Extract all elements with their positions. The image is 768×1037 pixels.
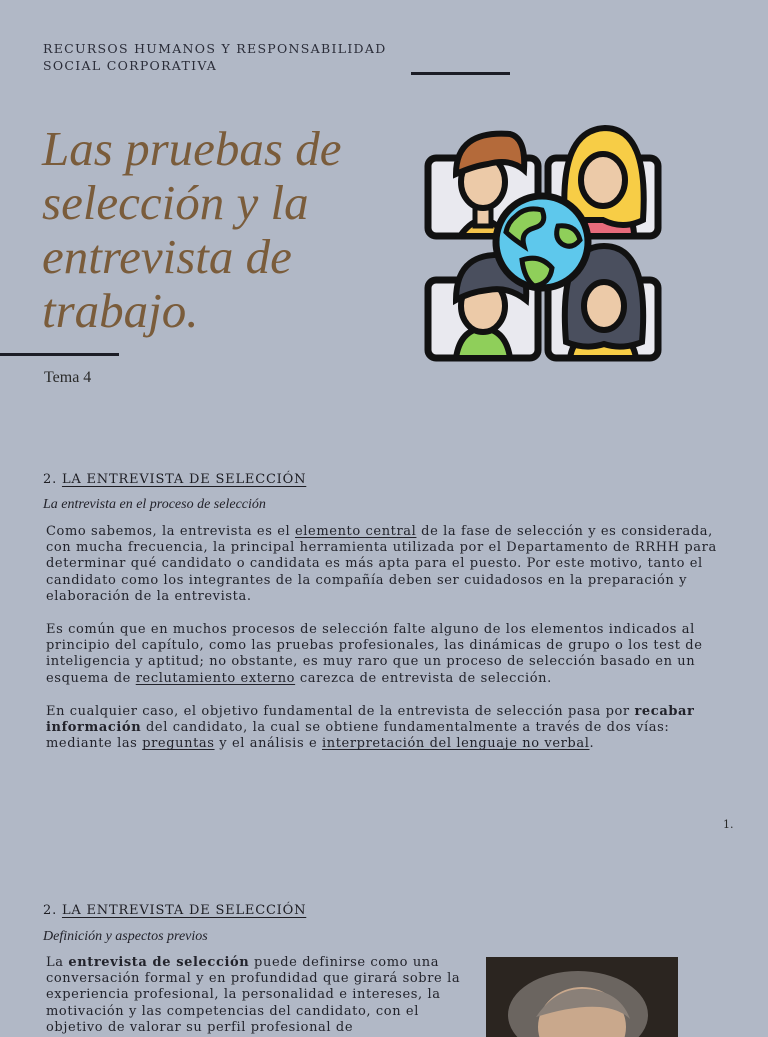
text-run: carezca de entrevista de selección. bbox=[295, 670, 552, 686]
text-run: y el análisis e bbox=[214, 736, 322, 752]
page-title bbox=[42, 122, 402, 338]
text-run: . bbox=[589, 736, 595, 752]
title-divider bbox=[0, 353, 119, 356]
bold-term: entrevista de selección bbox=[68, 955, 250, 970]
portrait-figure bbox=[486, 957, 678, 1037]
header-divider bbox=[411, 72, 510, 75]
text-run: del candidato, la cual se obtiene fundamentalmente a través de dos vías: mediante las bbox=[46, 720, 670, 752]
page-number: 1. bbox=[723, 818, 734, 831]
section-number: 2. bbox=[43, 903, 58, 918]
section-heading-link[interactable]: LA ENTREVISTA DE SELECCIÓN bbox=[61, 903, 307, 918]
course-label-line2: SOCIAL CORPORATIVA bbox=[43, 58, 218, 73]
globe-icon bbox=[496, 196, 588, 288]
paragraph bbox=[46, 704, 726, 753]
text-run: puede definirse como una conversación formal y en profundidad que girará sobre la experiencia profesional, la personalidad e intereses, la motivación y las competencias del candidato, con el objetivo de valorar su perfil profesional de bbox=[46, 955, 461, 1035]
title-line: Las pruebas de bbox=[42, 121, 342, 176]
course-label bbox=[43, 40, 387, 74]
portrait-image bbox=[486, 957, 678, 1037]
term-link[interactable]: reclutamiento externo bbox=[135, 670, 296, 686]
term-link[interactable]: elemento central bbox=[295, 524, 417, 539]
section-subheading: La entrevista en el proceso de selección bbox=[43, 497, 266, 512]
course-label-line1: RECURSOS HUMANOS Y RESPONSABILIDAD bbox=[43, 41, 387, 56]
people-around-globe-icon bbox=[420, 120, 670, 370]
text-run: La bbox=[46, 955, 69, 970]
section-subheading: Definición y aspectos previos bbox=[43, 929, 208, 944]
section-heading bbox=[43, 472, 306, 487]
title-line: trabajo. bbox=[42, 283, 199, 338]
title-line: entrevista de bbox=[42, 229, 292, 284]
title-line: selección y la bbox=[42, 175, 309, 230]
paragraph bbox=[46, 524, 726, 605]
term-link[interactable]: interpretación del lenguaje no verbal bbox=[321, 736, 590, 752]
text-run: Como sabemos, la entrevista es el bbox=[46, 524, 295, 539]
term-link[interactable]: preguntas bbox=[142, 736, 215, 752]
text-run: de la fase de selección y es considerada, con mucha frecuencia, la principal herramienta utilizada por el Departamento de RRHH para determinar qué candidato o candidata es más apta para el puesto. Por este motivo, tanto el candidato como los integrantes de la compañía deben ser cuidadosos en la preparación y elaboración de la entrevista. bbox=[46, 524, 717, 604]
text-run: En cualquier caso, el objetivo fundamental de la entrevista de selección pasa por bbox=[46, 704, 635, 719]
topic-label: Tema 4 bbox=[44, 369, 92, 386]
paragraph bbox=[46, 622, 726, 687]
bold-term: recabar información bbox=[46, 704, 695, 736]
text-run: Es común que en muchos procesos de selección falte alguno de los elementos indicados al principio del capítulo, como las pruebas profesionales, las dinámicas de grupo o los test de inteligencia y aptitud; no obstante, es muy raro que un proceso de selección basado en un esquema de bbox=[46, 622, 703, 686]
section-number: 2. bbox=[43, 472, 58, 487]
section-heading bbox=[43, 903, 306, 918]
section-heading-link[interactable]: LA ENTREVISTA DE SELECCIÓN bbox=[61, 472, 307, 487]
